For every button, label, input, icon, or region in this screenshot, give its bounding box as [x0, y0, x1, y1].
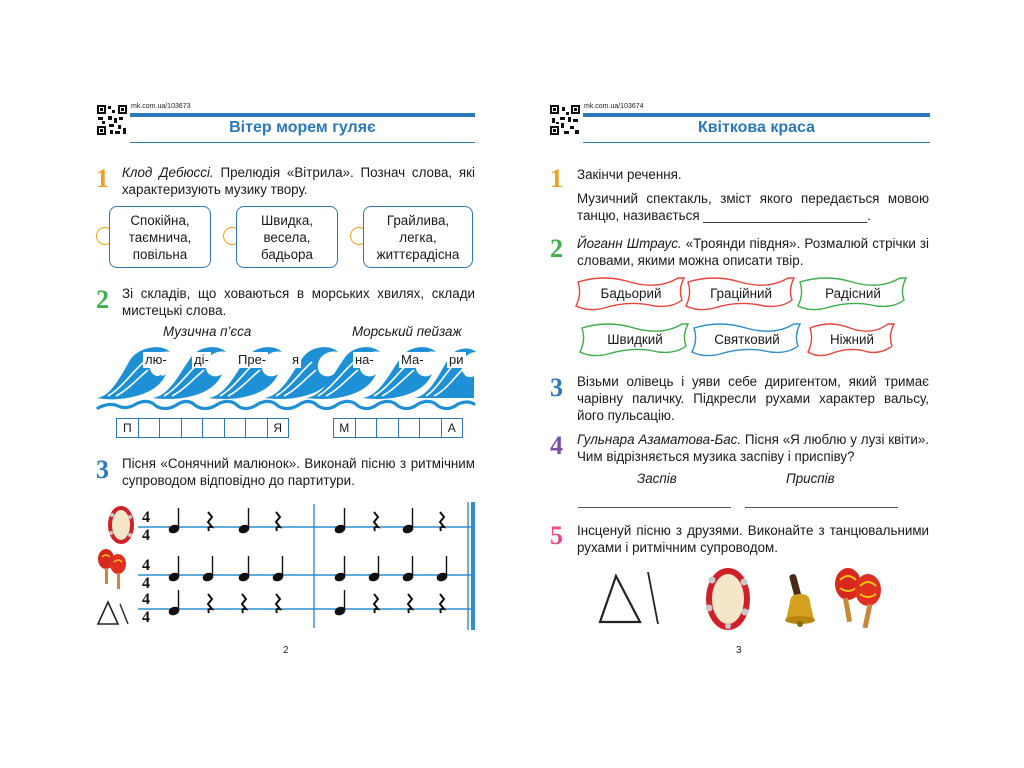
task-number-5: 5: [550, 521, 563, 550]
ribbon-graceful[interactable]: [686, 278, 794, 310]
page-number: 2: [283, 645, 289, 656]
answer-cell[interactable]: М: [333, 418, 356, 438]
quarter-rest: [374, 512, 378, 531]
answer-cell[interactable]: Я: [267, 418, 290, 438]
time-sig-top: 4: [142, 557, 150, 574]
task4-text: [577, 431, 929, 465]
time-sig-bottom: 4: [142, 527, 150, 544]
task3-text: Візьми олівець і уяви себе диригентом, який тримає чарівну паличку. Підкресли рухами характер вальсу, його пульсацію.: [577, 374, 929, 423]
quarter-rest: [208, 512, 212, 531]
page-number: 3: [736, 645, 742, 656]
answer-cell[interactable]: А: [441, 418, 464, 438]
task-number-3: 3: [550, 373, 563, 402]
time-sig-top: 4: [142, 591, 150, 608]
quarter-rest: [276, 512, 280, 531]
ribbon-cheerful[interactable]: [576, 278, 684, 310]
ribbon-gentle[interactable]: [808, 324, 894, 356]
task-number-1: 1: [96, 164, 109, 193]
maracas-icon: [830, 566, 886, 632]
title-bar: [130, 113, 475, 117]
quarter-note: [402, 508, 414, 534]
caption-music-piece: Музична п’єса: [163, 324, 252, 339]
task1-author: Клод Дебюссі.: [122, 165, 214, 180]
syllable: ді-: [194, 352, 209, 367]
syllable: Ма-: [401, 352, 424, 367]
answer-cell[interactable]: [398, 418, 421, 438]
ribbon-joyful[interactable]: [798, 278, 906, 310]
answer-grid-sea-landscape[interactable]: [334, 418, 463, 438]
quarter-rest: [440, 512, 444, 531]
answer-cell[interactable]: [355, 418, 378, 438]
task1-text: [122, 164, 475, 198]
tambourine-icon: [106, 505, 136, 545]
bell-icon: [780, 572, 820, 628]
svg-text:Швидкий: Швидкий: [607, 332, 663, 347]
syllable: лю-: [145, 352, 167, 367]
task1-instruction: Закінчи речення.: [577, 167, 682, 182]
task4-author: Гульнара Азаматова-Бас.: [577, 432, 742, 447]
task2-text: Зі складів, що ховаються в морських хвилях, склади мистецькі слова.: [122, 286, 475, 318]
task1-sentence[interactable]: Музичний спектакль, зміст якого передається мовою танцю, називається ______________________.: [577, 191, 929, 223]
ribbon-fast[interactable]: [580, 324, 688, 356]
task-number-2: 2: [96, 285, 109, 314]
title-underline: [130, 142, 475, 143]
syllable: на-: [355, 352, 374, 367]
qr-code-icon[interactable]: [96, 104, 128, 136]
task-number-2: 2: [550, 234, 563, 263]
time-sig-bottom: 4: [142, 575, 150, 592]
option-box: Грайлива, легка, життєрадісна: [363, 206, 473, 268]
task5-text: Інсценуй пісню з друзями. Виконайте з танцювальними рухами і ритмічним супроводом.: [577, 523, 929, 555]
title-underline: [583, 142, 930, 143]
task-number-3: 3: [96, 455, 109, 484]
answer-cell[interactable]: [245, 418, 268, 438]
svg-text:Бадьорий: Бадьорий: [600, 286, 662, 301]
right-page: [512, 0, 1024, 768]
svg-text:Святковий: Святковий: [714, 332, 780, 347]
answer-cell[interactable]: [181, 418, 204, 438]
task-number-4: 4: [550, 431, 563, 460]
syllable: ри: [449, 352, 464, 367]
time-sig-top: 4: [142, 509, 150, 526]
task3-text: Пісня «Сонячний малюнок». Виконай пісню з ритмічним супроводом відповідно до партитури.: [122, 456, 475, 488]
qr-code-icon[interactable]: [549, 104, 581, 136]
task1-description: Прелюдія «Вітрила». Познач слова, які характеризують музику твору.: [122, 165, 476, 197]
option-box: Швидка, весела, бадьора: [236, 206, 338, 268]
task-number-1: 1: [550, 164, 563, 193]
task2-description: «Троянди півдня». Розмалюй стрічки зі словами, якими можна описати твір.: [577, 236, 929, 268]
svg-text:Граційний: Граційний: [710, 286, 772, 301]
answer-line-verse[interactable]: [578, 507, 731, 508]
answer-cell[interactable]: П: [116, 418, 139, 438]
svg-text:Ніжний: Ніжний: [830, 332, 874, 347]
quarter-note: [238, 508, 250, 534]
triangle-icon: [96, 600, 130, 626]
title-bar: [583, 113, 930, 117]
task2-author: Йоганн Штраус.: [577, 236, 682, 251]
ribbon-festive[interactable]: [692, 324, 800, 356]
answer-cell[interactable]: [202, 418, 225, 438]
tambourine-icon: [700, 566, 756, 632]
page-title: Вітер морем гуляє: [229, 119, 376, 136]
syllable: Пре-: [238, 352, 267, 367]
answer-cell[interactable]: [138, 418, 161, 438]
ribbons: [574, 272, 914, 364]
answer-cell[interactable]: [419, 418, 442, 438]
page-title: Квіткова краса: [697, 119, 816, 136]
qr-url[interactable]: mk.com.ua/103673: [131, 103, 191, 110]
answer-cell[interactable]: [224, 418, 247, 438]
rhythm-score: [138, 500, 478, 632]
task4-description: Пісня «Я люблю у лузі квіти». Чим відрізняється музика заспіву і приспіву?: [577, 432, 929, 464]
answer-cell[interactable]: [159, 418, 182, 438]
maracas-icon: [96, 548, 128, 590]
caption-sea-landscape: Морський пейзаж: [352, 324, 462, 339]
label-chorus: Приспів: [786, 471, 835, 486]
task2-text: [577, 235, 929, 269]
triangle-icon: [596, 570, 662, 628]
quarter-note: [168, 508, 180, 534]
option-box: Спокійна, таємнича, повільна: [109, 206, 211, 268]
answer-grid-music-piece[interactable]: [117, 418, 289, 438]
svg-text:Радісний: Радісний: [825, 286, 881, 301]
time-sig-bottom: 4: [142, 609, 150, 626]
answer-cell[interactable]: [376, 418, 399, 438]
label-verse: Заспів: [637, 471, 677, 486]
quarter-note: [334, 508, 346, 534]
syllable: я: [292, 352, 300, 367]
answer-line-chorus[interactable]: [745, 507, 898, 508]
qr-url[interactable]: mk.com.ua/103674: [584, 103, 644, 110]
